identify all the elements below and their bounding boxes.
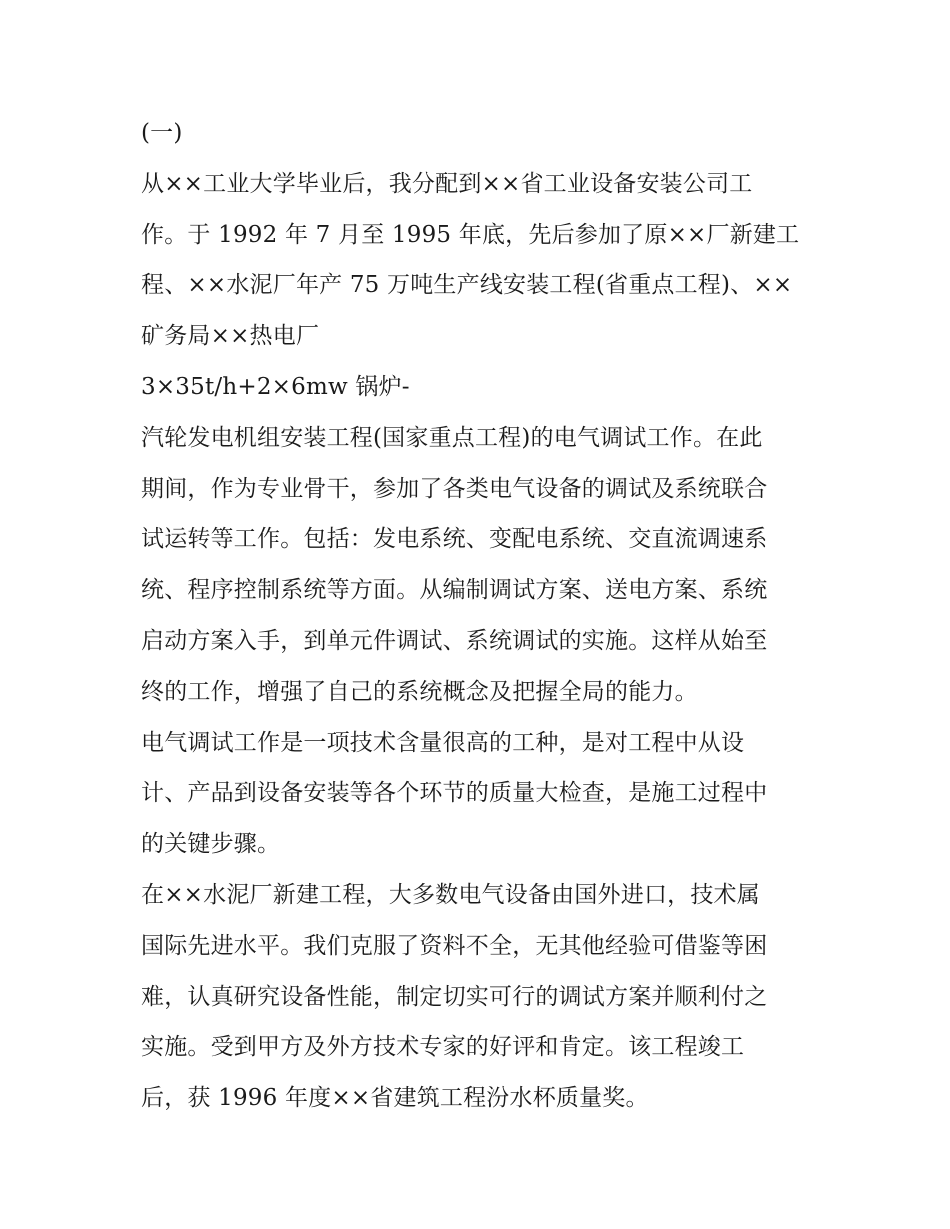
- text-line: 统、程序控制系统等方面。从编制调试方案、送电方案、系统: [141, 577, 768, 604]
- text-line: 期间，作为专业骨干，参加了各类电气设备的调试及系统联合: [141, 475, 768, 502]
- text-line: 试运转等工作。包括：发电系统、变配电系统、交直流调速系: [141, 526, 768, 553]
- text-line: 启动方案入手，到单元件调试、系统调试的实施。这样从始至: [141, 627, 768, 654]
- text-line: 的关键步骤。: [141, 831, 281, 858]
- text-line: 在××水泥厂新建工程，大多数电气设备由国外进口，技术属: [141, 881, 760, 908]
- text-line: 从××工业大学毕业后，我分配到××省工业设备安装公司工: [141, 170, 753, 197]
- text-line: 国际先进水平。我们克服了资料不全，无其他经验可借鉴等困: [141, 932, 768, 959]
- text-line: 矿务局××热电厂: [141, 323, 320, 350]
- text-line: 汽轮发电机组安装工程(国家重点工程)的电气调试工作。在此: [141, 424, 763, 451]
- text-line: 计、产品到设备安装等各个环节的质量大检查，是施工过程中: [141, 780, 768, 807]
- text-line: 电气调试工作是一项技术含量很高的工种，是对工程中从设: [141, 729, 745, 756]
- section-heading: (一): [141, 120, 183, 146]
- text-line: 难，认真研究设备性能，制定切实可行的调试方案并顺利付之: [141, 983, 768, 1010]
- text-line: 后，获 1996 年度××省建筑工程汾水杯质量奖。: [141, 1085, 649, 1112]
- text-line: 实施。受到甲方及外方技术专家的好评和肯定。该工程竣工: [141, 1034, 745, 1061]
- text-line: 作。于 1992 年 7 月至 1995 年底，先后参加了原××厂新建工: [141, 221, 800, 248]
- document-body: [141, 108, 821, 1124]
- text-line: 程、××水泥厂年产 75 万吨生产线安装工程(省重点工程)、××: [141, 272, 793, 299]
- text-line: 终的工作，增强了自己的系统概念及把握全局的能力。: [141, 678, 698, 705]
- text-line: 3×35t/h+2×6mw 锅炉-: [141, 373, 410, 400]
